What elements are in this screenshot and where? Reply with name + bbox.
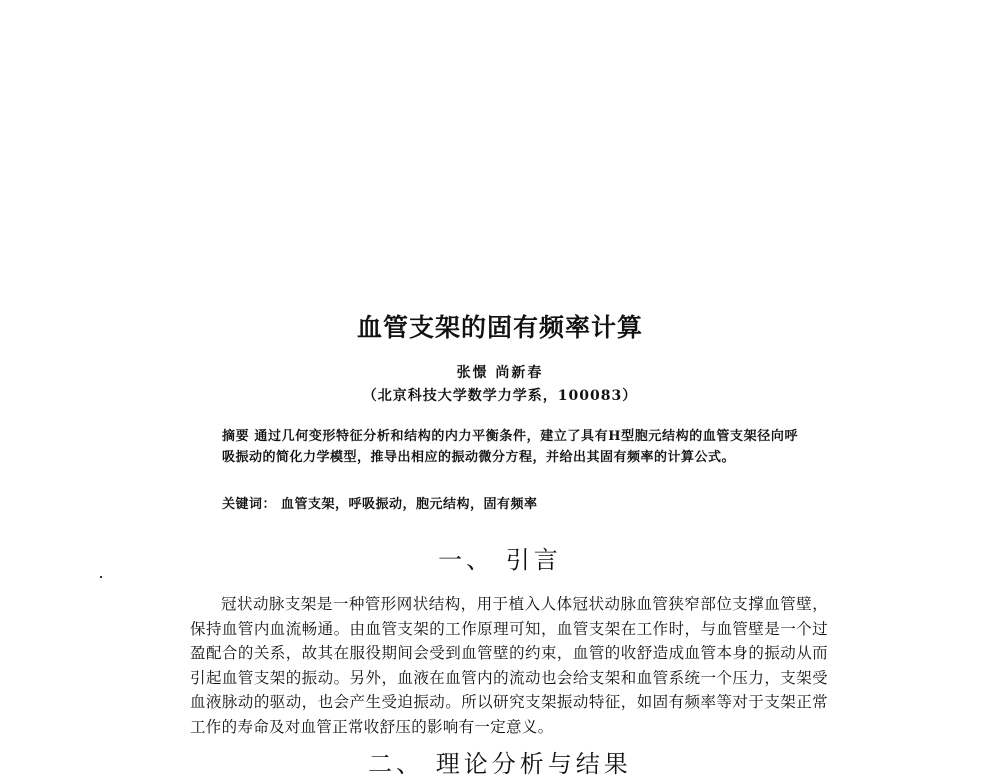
introduction-paragraph: 冠状动脉支架是一种管形网状结构，用于植入人体冠状动脉血管狭窄部位支撑血管壁，保持血管内血流畅通。由血管支架的工作原理可知，血管支架在工作时，与血管壁是一个过盈配合的关系，故其在服役期间会受到血管壁的约束，血管的收舒造成血管本身的振动从而引起血管支架的振动。另外，血液在血管内的流动也会给支架和血管系统一个压力，支架受血液脉动的驱动，也会产生受迫振动。所以研究支架振动特征，如固有频率等对于支架正常工作的寿命及对血管正常收舒压的影响有一定意义。 <box>190 595 828 736</box>
keywords-text: 血管支架，呼吸振动，胞元结构，固有频率 <box>281 497 538 512</box>
keywords-label: 关键词： <box>222 497 277 512</box>
abstract <box>222 426 798 468</box>
abstract-text: 通过几何变形特征分析和结构的内力平衡条件，建立了具有H型胞元结构的血管支架径向呼吸振动的简化力学模型，推导出相应的振动微分方程，并给出其固有频率的计算公式。 <box>222 429 798 465</box>
paper-title: 血管支架的固有频率计算 <box>356 313 643 342</box>
keywords <box>222 493 798 512</box>
paper-authors: 张憬 尚新春 <box>456 365 544 381</box>
section-heading-introduction: 一、 引言 <box>438 546 562 574</box>
paper-affiliation: （北京科技大学数学力学系，100083） <box>362 388 638 404</box>
scan-speck <box>100 576 102 578</box>
abstract-label: 摘要 <box>222 429 250 444</box>
section-heading-analysis: 二、 理论分析与结果 <box>368 750 632 778</box>
